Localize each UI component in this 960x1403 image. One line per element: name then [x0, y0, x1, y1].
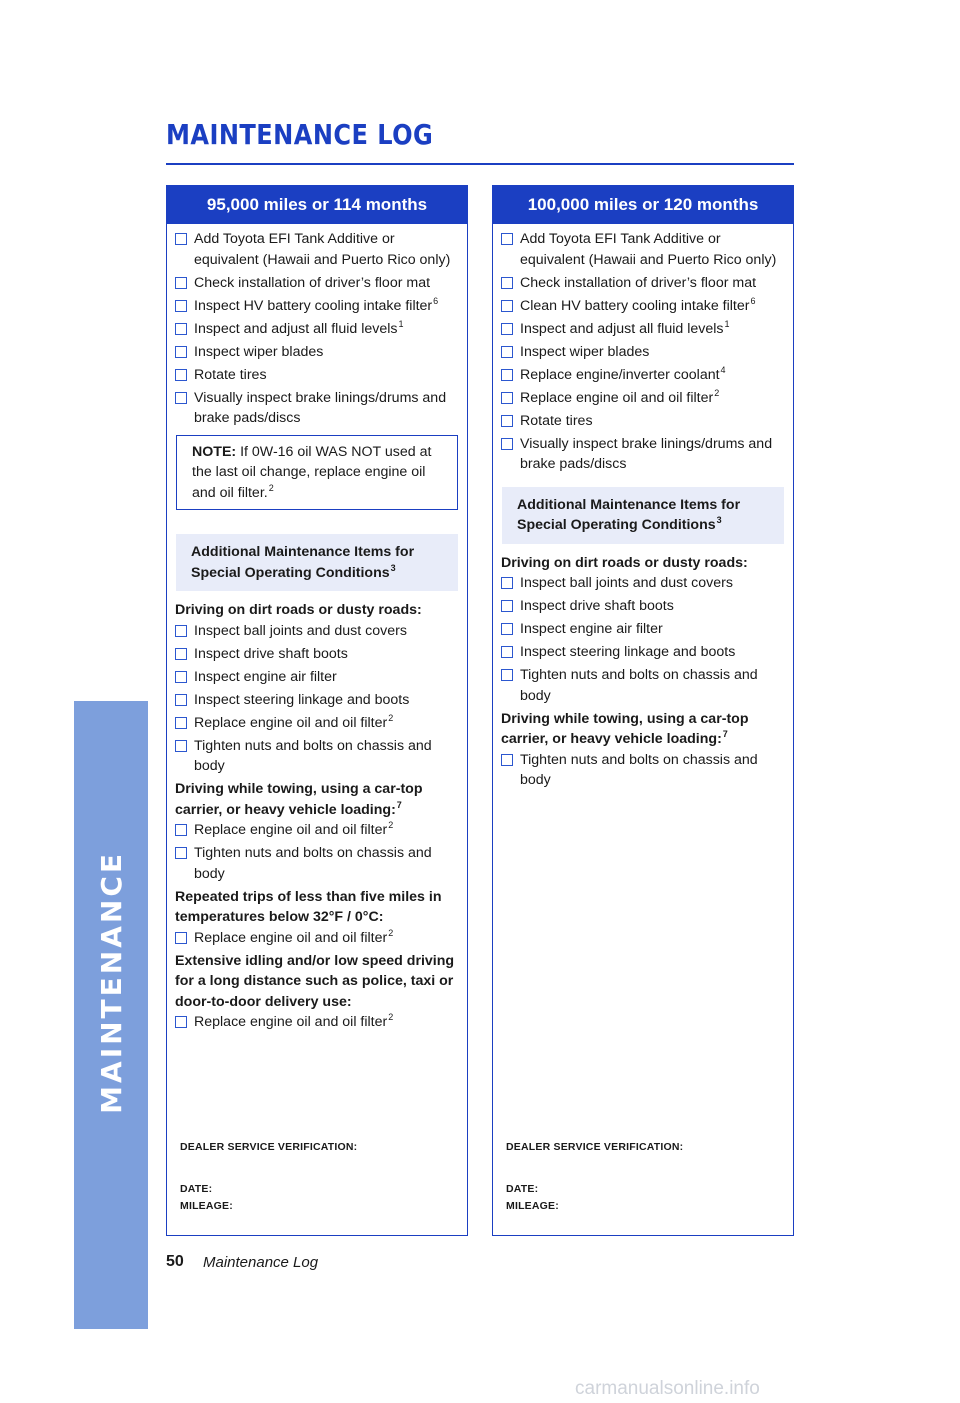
panel-body [167, 224, 467, 1033]
checklist-item [175, 365, 459, 386]
checklist-item-text [194, 667, 338, 688]
checklist-item [501, 388, 785, 409]
checklist-item-text [194, 229, 459, 270]
footnote-ref: 4 [720, 364, 726, 375]
condition-title-text: Driving while towing, using a car-top carrier, or heavy vehicle loading: [501, 710, 749, 747]
checklist [175, 229, 459, 429]
checklist-item-text [194, 319, 404, 340]
checklist-item [501, 434, 785, 475]
condition-checklist [501, 573, 785, 706]
checklist-item [501, 750, 785, 791]
footnote-ref: 2 [388, 712, 394, 723]
dealer-verification [506, 1139, 683, 1215]
checklist-item-text [194, 928, 393, 949]
checklist-item [175, 690, 459, 711]
note-box [176, 435, 458, 511]
checklist-item-text [520, 619, 664, 640]
panel-body [493, 224, 793, 791]
footnote-ref: 2 [388, 1012, 394, 1023]
checklist-item-label: Replace engine oil and oil filter [520, 389, 714, 406]
checklist-item [175, 388, 459, 429]
checklist-item [175, 296, 459, 317]
checkbox[interactable] [501, 277, 513, 289]
checklist-item [501, 365, 785, 386]
checklist-item-text [194, 690, 410, 711]
condition-title: Driving on dirt roads or dusty roads: [175, 602, 422, 618]
checklist-item-label: Inspect drive shaft boots [520, 598, 674, 614]
checklist-item-label: Inspect and adjust all fluid levels [520, 320, 724, 337]
checklist-item-text [194, 273, 431, 294]
dealer-verification-label: DEALER SERVICE VERIFICATION: [180, 1141, 358, 1153]
panel-header: 100,000 miles or 120 months [493, 186, 793, 224]
checklist-item [175, 843, 459, 884]
condition-checklist [175, 820, 459, 884]
condition-title: Repeated trips of less than five miles in temperatures below 32°F / 0°C: [175, 888, 442, 925]
checklist-item-label: Inspect engine air filter [520, 621, 663, 637]
condition-title: Extensive idling and/or low speed driving for a long distance such as police, taxi or door-to-door delivery use: [175, 952, 455, 1010]
footnote-ref: 2 [714, 387, 720, 398]
checklist-item-label: Inspect HV battery cooling intake filter [194, 297, 433, 314]
condition-checklist [175, 1012, 459, 1033]
condition-checklist [501, 750, 785, 791]
condition-title [175, 779, 459, 820]
side-tab-label-wrap [74, 701, 148, 1329]
note-sup: 2 [268, 482, 274, 493]
note-label: NOTE: [192, 443, 237, 460]
checklist-item-label: Check installation of driver’s floor mat [520, 274, 757, 291]
checkbox[interactable] [501, 369, 513, 381]
footer-section-label: Maintenance Log [203, 1254, 319, 1271]
checkbox[interactable] [175, 300, 187, 312]
checkbox[interactable] [175, 671, 187, 683]
checkbox[interactable] [501, 754, 513, 766]
checklist-item-text [520, 642, 736, 663]
checklist-item-label: Inspect ball joints and dust covers [194, 622, 407, 639]
checklist-item-label: Inspect drive shaft boots [194, 645, 348, 662]
checklist-item-text [194, 713, 393, 734]
checklist-item-label: Replace engine oil and oil filter [194, 822, 388, 838]
checklist-item [175, 342, 459, 363]
condition-title-sup: 7 [722, 729, 728, 740]
checklist-item-label: Tighten nuts and bolts on chassis and body [194, 737, 432, 774]
watermark-text: carmanualsonline.info [575, 1378, 760, 1399]
checklist-item-label: Rotate tires [194, 366, 267, 383]
checkbox[interactable] [175, 277, 187, 289]
checkbox[interactable] [501, 577, 513, 589]
checkbox[interactable] [501, 300, 513, 312]
checklist-item-text [520, 365, 726, 386]
checkbox[interactable] [501, 346, 513, 358]
checkbox[interactable] [501, 415, 513, 427]
condition-checklist [175, 928, 459, 949]
checklist-item-text [194, 388, 459, 429]
checklist-item-text [520, 596, 675, 617]
checklist-item [175, 928, 459, 949]
note-text: If 0W-16 oil WAS NOT used at the last oil change, replace engine oil and oil filter. [192, 443, 432, 501]
checkbox[interactable] [175, 694, 187, 706]
checkbox[interactable] [501, 623, 513, 635]
checkbox[interactable] [175, 1016, 187, 1028]
checklist-item-text [520, 573, 734, 594]
condition-title-sup: 7 [396, 799, 402, 810]
checklist-item [175, 621, 459, 642]
checklist-item [501, 596, 785, 617]
special-conditions-sup: 3 [390, 562, 396, 573]
date-label: DATE: [506, 1183, 539, 1195]
checklist-item-label: Inspect steering linkage and boots [194, 691, 410, 708]
special-conditions-title: Additional Maintenance Items for Special Operating Conditions [517, 496, 741, 533]
condition-title-text: Driving while towing, using a car-top carrier, or heavy vehicle loading: [175, 781, 423, 818]
checklist-item [501, 319, 785, 340]
checklist-item-text [194, 621, 408, 642]
checklist-item-text [194, 342, 324, 363]
checklist-item [175, 644, 459, 665]
dealer-verification-label: DEALER SERVICE VERIFICATION: [506, 1141, 684, 1153]
checklist-item-text [520, 750, 785, 791]
panel-header: 95,000 miles or 114 months [167, 186, 467, 224]
checklist-item-label: Inspect wiper blades [194, 343, 324, 360]
special-conditions-box [176, 534, 458, 591]
checklist-item [175, 736, 459, 777]
checklist-item-label: Rotate tires [520, 412, 593, 429]
checklist-item-label: Inspect engine air filter [194, 668, 337, 685]
checklist-item-text [194, 365, 268, 386]
special-conditions-box [502, 487, 784, 544]
checklist-item-text [520, 296, 756, 317]
special-conditions-sup: 3 [716, 515, 722, 526]
checklist-item [175, 713, 459, 734]
checklist-item [175, 820, 459, 841]
checklist-item-text [520, 273, 757, 294]
checkbox[interactable] [175, 323, 187, 335]
checklist-item-text [520, 342, 650, 363]
condition-title [501, 709, 785, 750]
checkbox[interactable] [501, 669, 513, 681]
checklist [501, 229, 785, 475]
footnote-ref: 1 [724, 318, 730, 329]
page-number: 50 [166, 1253, 184, 1270]
checkbox[interactable] [175, 824, 187, 836]
checkbox[interactable] [175, 932, 187, 944]
checklist-item-text [520, 434, 785, 475]
checklist-item [175, 273, 459, 294]
checkbox[interactable] [501, 392, 513, 404]
checkbox[interactable] [175, 392, 187, 404]
title-rule [166, 163, 794, 165]
checklist-item-label: Replace engine oil and oil filter [194, 1014, 388, 1030]
checklist-item [501, 665, 785, 706]
checklist-item-text [194, 820, 393, 841]
checkbox[interactable] [501, 323, 513, 335]
checklist-item-label: Visually inspect brake linings/drums and brake pads/discs [520, 435, 773, 472]
footnote-ref: 6 [750, 295, 756, 306]
dealer-verification [180, 1139, 357, 1215]
checklist-item [501, 229, 785, 270]
checklist-item [501, 573, 785, 594]
side-tab-label: MAINTENANCE [94, 851, 128, 1114]
condition-title: Driving on dirt roads or dusty roads: [501, 554, 748, 571]
checkbox[interactable] [501, 646, 513, 658]
checklist-item-label: Replace engine oil and oil filter [194, 929, 388, 946]
checklist-item-label: Tighten nuts and bolts on chassis and body [520, 667, 758, 704]
checklist-item-text [520, 229, 785, 270]
checklist-item [175, 319, 459, 340]
checkbox[interactable] [501, 438, 513, 450]
checklist-item [501, 273, 785, 294]
checkbox[interactable] [175, 740, 187, 752]
checklist-item-text [194, 1012, 393, 1033]
checklist-item-label: Tighten nuts and bolts on chassis and body [194, 845, 432, 882]
checklist-item [175, 1012, 459, 1033]
footnote-ref: 6 [433, 295, 439, 306]
checklist-item-label: Inspect steering linkage and boots [520, 644, 736, 660]
checklist-item-label: Inspect and adjust all fluid levels [194, 320, 398, 337]
checklist-item-label: Tighten nuts and bolts on chassis and body [520, 751, 758, 788]
checklist-item [501, 342, 785, 363]
maintenance-panel-100000 [492, 185, 794, 1236]
special-conditions-title: Additional Maintenance Items for Special Operating Conditions [191, 544, 415, 581]
checklist-item-label: Add Toyota EFI Tank Additive or equivalent (Hawaii and Puerto Rico only) [194, 231, 451, 268]
checklist-item [501, 642, 785, 663]
footnote-ref: 2 [388, 927, 394, 938]
checklist-item [501, 411, 785, 432]
checklist-item-text [520, 665, 785, 706]
checklist-item [501, 619, 785, 640]
maintenance-panel-95000 [166, 185, 468, 1236]
checklist-item-text [520, 319, 730, 340]
checklist-item-text [194, 843, 459, 884]
checklist-item-label: Inspect ball joints and dust covers [520, 575, 733, 591]
checkbox[interactable] [175, 346, 187, 358]
checkbox[interactable] [501, 600, 513, 612]
mileage-label: MILEAGE: [180, 1200, 233, 1212]
checklist-item-text [520, 411, 594, 432]
checklist-item-label: Inspect wiper blades [520, 343, 650, 360]
checklist-item [175, 229, 459, 270]
checkbox[interactable] [175, 847, 187, 859]
checklist-item-text [520, 388, 719, 409]
checkbox[interactable] [175, 717, 187, 729]
footnote-ref: 2 [388, 820, 394, 831]
footnote-ref: 1 [398, 318, 404, 329]
checkbox[interactable] [175, 233, 187, 245]
mileage-label: MILEAGE: [506, 1200, 559, 1212]
page-title: MAINTENANCE LOG [166, 118, 434, 151]
checklist-item-label: Visually inspect brake linings/drums and brake pads/discs [194, 389, 447, 426]
checklist-item-text [194, 736, 459, 777]
checklist-item-label: Replace engine/inverter coolant [520, 366, 720, 383]
date-label: DATE: [180, 1183, 213, 1195]
checkbox[interactable] [501, 233, 513, 245]
checklist-item [175, 667, 459, 688]
checklist-item-label: Add Toyota EFI Tank Additive or equivalent (Hawaii and Puerto Rico only) [520, 231, 777, 268]
condition-checklist [175, 621, 459, 777]
checklist-item-label: Replace engine oil and oil filter [194, 714, 388, 731]
checklist-item-text [194, 296, 438, 317]
checklist-item-label: Clean HV battery cooling intake filter [520, 297, 750, 314]
checklist-item-text [194, 644, 349, 665]
checkbox[interactable] [175, 369, 187, 381]
checklist-item [501, 296, 785, 317]
checklist-item-label: Check installation of driver’s floor mat [194, 274, 431, 291]
checkbox[interactable] [175, 625, 187, 637]
checkbox[interactable] [175, 648, 187, 660]
